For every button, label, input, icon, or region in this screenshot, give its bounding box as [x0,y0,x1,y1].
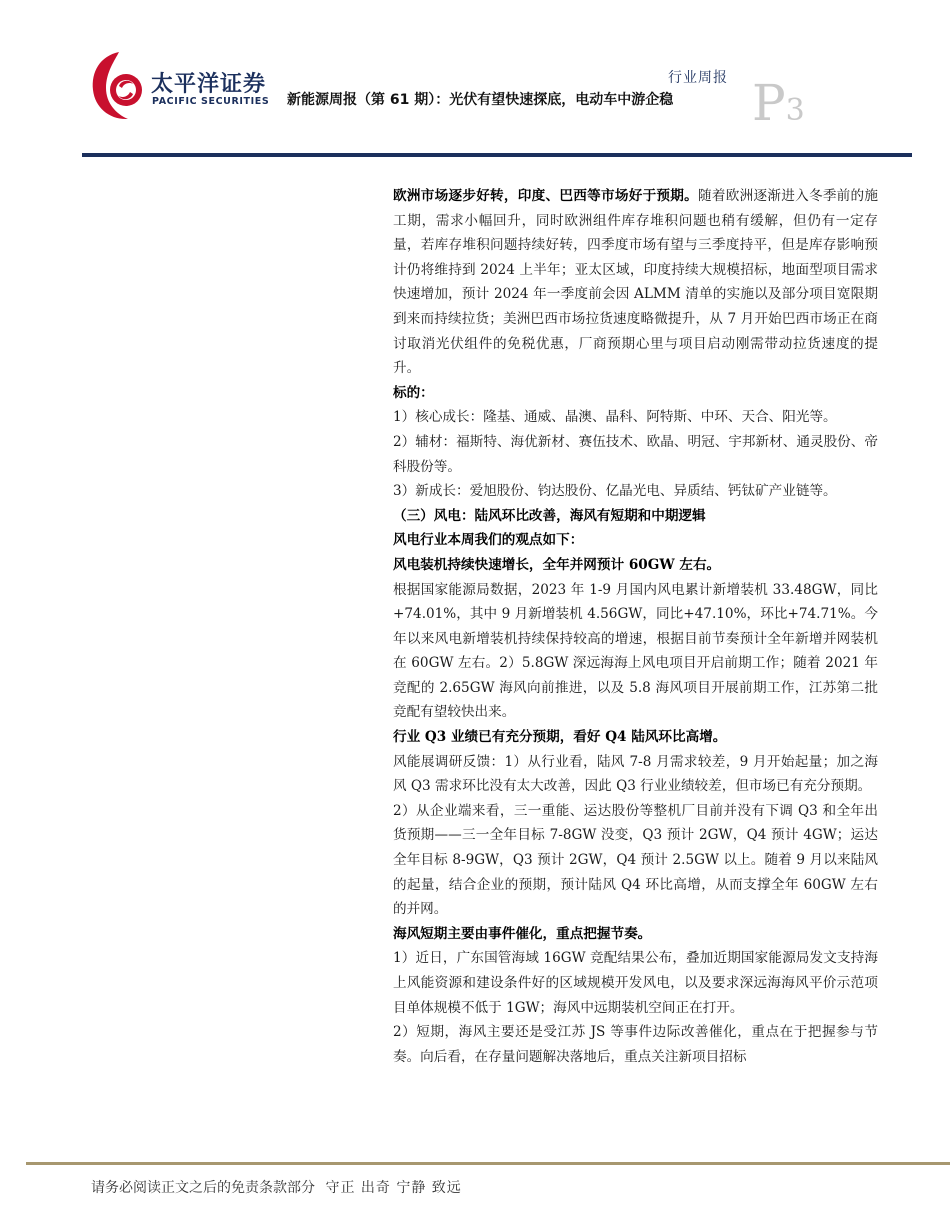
paragraph-text: 2）从企业端来看，三一重能、运达股份等整机厂目前并没有下调 Q3 和全年出货预期——三一全年目标 7-8GW 没变，Q3 预计 2GW，Q4 预计 4GW；运达全年目标 8-9GW，Q3 预计 2GW，Q4 预计 2.5GW 以上。随着 9 月以来陆风的起量，结合企业的预期，预计陆风 Q4 环比高增，从而支撑全年 60GW 左右的并网。 [393,802,878,918]
list-item: 3）新成长：爱旭股份、钧达股份、亿晶光电、异质结、钙钛矿产业链等。 [393,483,837,500]
paragraph [393,528,878,553]
footer-divider [26,1162,950,1165]
page-number [752,74,805,132]
page-footer [91,1177,462,1197]
section-heading: （三）风电：陆风环比改善，海风有短期和中期逻辑 [393,507,706,524]
paragraph [393,479,878,504]
paragraph [393,405,878,430]
paragraph [393,553,878,578]
paragraph-text: 风能展调研反馈：1）从行业看，陆风 7-8 月需求较差，9 月开始起量；加之海风 Q3 需求环比没有太大改善，因此 Q3 行业业绩较差，但市场已有充分预期。 [393,753,878,795]
paragraph [393,750,878,799]
company-name-en: PACIFIC SECURITIES [152,96,270,107]
list-item: 1）核心成长：隆基、通威、晶澳、晶科、阿特斯、中环、天合、阳光等。 [393,409,837,426]
paragraph [393,184,878,381]
paragraph [393,381,878,406]
paragraph [393,725,878,750]
disclaimer-note: 请务必阅读正文之后的免责条款部分 [91,1180,315,1196]
paragraph [393,1020,878,1069]
page-number-value: 3 [785,93,805,128]
paragraph [393,922,878,947]
company-name-cn: 太平洋证券 [151,72,267,97]
subheading: 风电装机持续快速增长，全年并网预计 60GW 左右。 [393,556,721,573]
report-type-label: 行业周报 [668,70,728,86]
paragraph [393,578,878,726]
paragraph [393,799,878,922]
subheading: 风电行业本周我们的观点如下： [393,532,584,549]
paragraph-text: 随着欧洲逐渐进入冬季前的施工期，需求小幅回升，同时欧洲组件库存堆积问题也稍有缓解，但仍有一定存量，若库存堆积问题持续好转，四季度市场有望与三季度持平，但是库存影响预计仍将维持到 2024 上半年；亚太区域，印度持续大规模招标，地面型项目需求快速增加，预计 2024 年一季度前会因 ALMM 清单的实施以及部分项目宽限期到来而持续拉货；美洲巴西市场拉货速度略微提升，从 7 月开始巴西市场正在商讨取消光伏组件的免税优惠，厂商预期心里与项目启动刚需带动拉货速度的提升。 [393,188,879,377]
list-item: 2）辅材：福斯特、海优新材、赛伍技术、欧晶、明冠、宇邦新材、通灵股份、帝科股份等。 [393,433,878,475]
paragraph [393,946,878,1020]
paragraph-bold: 欧洲市场逐步好转，印度、巴西等市场好于预期。 [393,188,699,204]
section-label: 标的： [393,384,434,401]
report-body [393,184,878,1069]
subheading: 行业 Q3 业绩已有充分预期，看好 Q4 陆风环比高增。 [393,729,727,746]
paragraph [393,504,878,529]
report-title: 新能源周报（第 61 期）：光伏有望快速探底，电动车中游企稳 [287,92,674,108]
paragraph-text: 2）短期，海风主要还是受江苏 JS 等事件边际改善催化，重点在于把握参与节奏。向后看，在存量问题解决落地后，重点关注新项目招标 [393,1024,878,1065]
paragraph-text: 1）近日，广东国管海域 16GW 竞配结果公布，叠加近期国家能源局发文支持海上风能资源和建设条件好的区域规模开发风电，以及要求深远海海风平价示范项目单体规模不低于 1GW；海风中远期装机空间正在打开。 [393,950,878,1016]
subheading: 海风短期主要由事件催化，重点把握节奏。 [393,925,652,942]
paragraph-text: 根据国家能源局数据，2023 年 1-9 月国内风电累计新增装机 33.48GW，同比+74.01%，其中 9 月新增装机 4.56GW，同比+47.10%，环比+74.71%。今年以来风电新增装机持续保持较高的增速，根据目前节奏预计全年新增并网装机在 60GW 左右。2）5.8GW 深远海海上风电项目开启前期工作；随着 2021 年竞配的 2.65GW 海风向前推进，以及 5.8 海风项目开展前期工作，江苏第二批竞配有望较快出来。 [393,581,878,721]
paragraph [393,430,878,479]
company-slogan: 守正 出奇 宁静 致远 [325,1180,462,1196]
header-divider [82,153,912,157]
pacific-securities-logo-icon [88,50,150,122]
page-header [0,0,950,160]
page-prefix: P [752,74,786,132]
